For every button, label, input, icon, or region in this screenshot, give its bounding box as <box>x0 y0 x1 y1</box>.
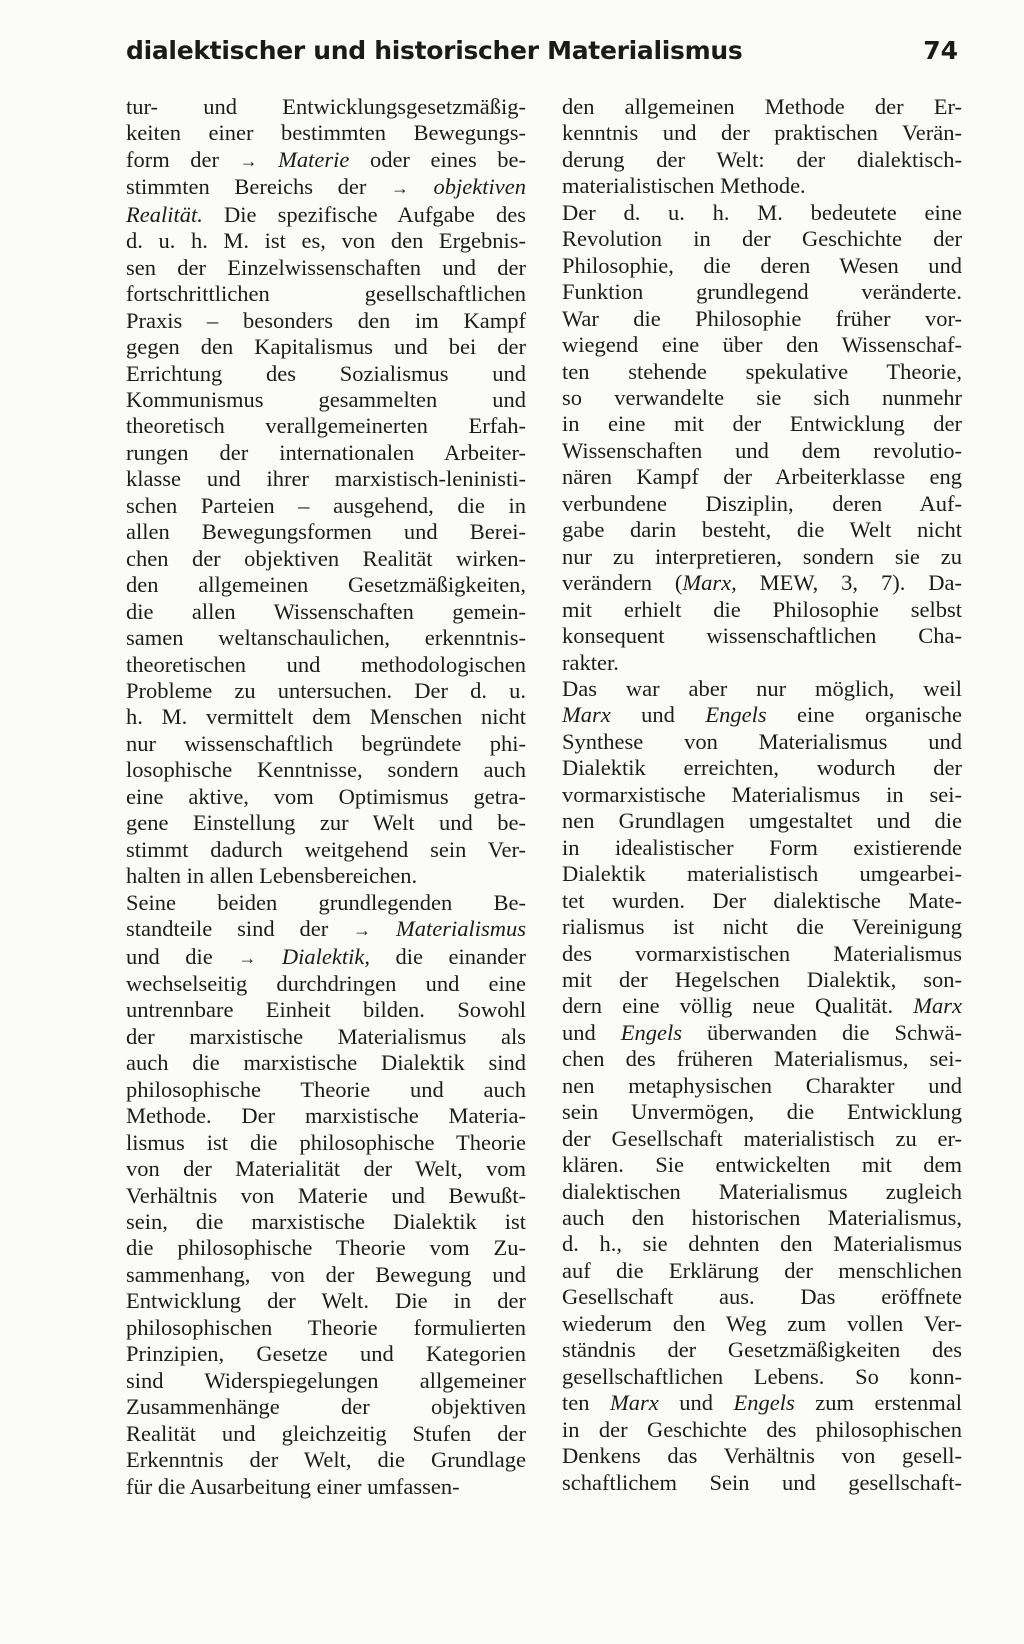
text-segment: Der d. u. h. M. bedeutete eine <box>562 199 962 225</box>
text-line <box>126 202 526 228</box>
text-line <box>126 466 526 492</box>
italic-term: Engels <box>733 1390 795 1416</box>
text-segment: von der Materialität der Welt, vom <box>126 1156 526 1182</box>
text-segment: eine organische <box>766 702 962 728</box>
text-line <box>562 888 962 914</box>
text-line <box>126 1421 526 1447</box>
text-segment: Funktion grundlegend veränderte. <box>562 279 962 305</box>
text-segment <box>371 916 396 941</box>
text-line <box>562 332 962 358</box>
text-line <box>562 200 962 226</box>
text-segment: Dialektik erreichten, wodurch der <box>562 755 962 781</box>
text-segment: nen Grundlagen umgestaltet und die <box>562 808 962 834</box>
text-line <box>126 174 526 201</box>
text-segment: sen der Einzelwissenschaften und der <box>126 254 526 280</box>
text-segment <box>258 147 279 172</box>
italic-term: Engels <box>705 702 767 728</box>
italic-term: Dialektik, <box>281 943 370 969</box>
text-line <box>562 1231 962 1257</box>
text-segment: Gesellschaft aus. Das eröffnete <box>562 1284 962 1310</box>
text-line <box>562 967 962 993</box>
text-segment: so verwandelte sie sich nunmehr <box>562 384 962 410</box>
text-segment: losophische Kenntnisse, sondern auch <box>126 757 526 783</box>
text-line <box>562 835 962 861</box>
text-segment: des vormarxistischen Materialismus <box>562 940 962 966</box>
text-segment: Wissenschaften und dem revolutio- <box>562 437 962 463</box>
text-line <box>562 94 962 120</box>
italic-term: Marx, <box>682 570 737 596</box>
text-segment: eine aktive, vom Optimismus getra- <box>126 783 526 809</box>
text-segment: wiegend eine über den Wissenschaf- <box>562 332 962 358</box>
text-segment: konsequent wissenschaftlichen Cha- <box>562 623 962 649</box>
text-segment: philosophischen Theorie formulierten <box>126 1314 526 1340</box>
text-segment: nur zu interpretieren, sondern sie zu <box>562 543 962 569</box>
text-segment: materialistischen Methode. <box>562 173 806 199</box>
text-line <box>126 1288 526 1314</box>
text-line <box>562 941 962 967</box>
text-segment: rungen der internationalen Arbeiter- <box>126 439 526 465</box>
text-line <box>126 678 526 704</box>
text-line <box>562 1284 962 1310</box>
text-line <box>126 1341 526 1367</box>
text-segment: den allgemeinen Gesetzmäßigkeiten, <box>126 572 526 598</box>
text-segment: nen metaphysischen Charakter und <box>562 1072 962 1098</box>
text-line <box>126 599 526 625</box>
text-line <box>562 597 962 623</box>
text-segment: Praxis – besonders den im Kampf <box>126 307 526 333</box>
text-line <box>126 837 526 863</box>
cross-reference-arrow-icon: → <box>239 150 258 171</box>
text-line <box>126 1474 526 1500</box>
text-segment: die philosophische Theorie vom Zu- <box>126 1235 526 1261</box>
text-segment: chen der objektiven Realität wirken- <box>126 545 526 571</box>
text-line <box>126 228 526 254</box>
text-line <box>126 546 526 572</box>
text-line <box>126 120 526 146</box>
text-segment: theoretisch verallgemeinerten Erfah- <box>126 413 526 439</box>
text-segment: die allen Wissenschaften gemein- <box>126 598 526 624</box>
text-segment: sammenhang, von der Bewegung und <box>126 1261 526 1287</box>
text-segment: den allgemeinen Methode der Er- <box>562 94 962 119</box>
text-segment: Methode. Der marxistische Materia- <box>126 1103 526 1129</box>
text-line <box>126 916 526 943</box>
text-segment: in der Geschichte des philosophischen <box>562 1416 962 1442</box>
text-line <box>126 147 526 174</box>
text-segment: verbundene Disziplin, deren Auf- <box>562 490 962 516</box>
text-segment: wechselseitig durchdringen und eine <box>126 970 526 996</box>
text-line <box>562 464 962 490</box>
text-line <box>562 808 962 834</box>
text-segment: keiten einer bestimmten Bewegungs- <box>126 120 526 146</box>
text-segment: theoretischen und methodologischen <box>126 651 526 677</box>
text-segment: klären. Sie entwickelten mit dem <box>562 1152 962 1178</box>
text-line <box>562 173 962 199</box>
text-segment: ten <box>562 1390 610 1416</box>
italic-term: Materialismus <box>396 916 527 942</box>
text-segment: Philosophie, die deren Wesen und <box>562 252 962 278</box>
text-segment: ten stehende spekulative Theorie, <box>562 358 962 384</box>
text-line <box>562 1364 962 1390</box>
text-segment: Probleme zu untersuchen. Der d. u. <box>126 677 526 703</box>
text-line <box>562 676 962 702</box>
text-line <box>562 1417 962 1443</box>
text-segment: tur- und Entwicklungsgesetzmäßig- <box>126 94 526 119</box>
text-line <box>562 1152 962 1178</box>
text-line <box>126 944 526 971</box>
text-segment: d. h., sie dehnten den Materialismus <box>562 1231 962 1257</box>
left-text-column <box>126 94 526 1500</box>
text-line <box>562 226 962 252</box>
text-segment: dern eine völlig neue Qualität. <box>562 993 914 1019</box>
text-line <box>126 1209 526 1235</box>
text-line <box>126 731 526 757</box>
text-line <box>126 1050 526 1076</box>
text-line <box>562 1258 962 1284</box>
text-line <box>562 438 962 464</box>
text-line <box>562 385 962 411</box>
text-segment: MEW, 3, 7). Da- <box>736 570 962 596</box>
text-segment: Das war aber nur möglich, weil <box>562 675 962 701</box>
text-line <box>562 147 962 173</box>
italic-term: Realität. <box>126 201 203 227</box>
text-line <box>126 784 526 810</box>
running-head: dialektischer und historischer Materialismus <box>126 36 743 65</box>
text-line <box>126 493 526 519</box>
text-segment: Die spezifische Aufgabe des <box>202 201 526 227</box>
text-segment: in eine mit der Entwicklung der <box>562 411 962 437</box>
text-segment: d. u. h. M. ist es, von den Ergebnis- <box>126 228 526 254</box>
text-segment: Realität und gleichzeitig Stufen der <box>126 1420 526 1446</box>
text-segment: der marxistische Materialismus als <box>126 1023 526 1049</box>
text-segment: sein Unvermögen, die Entwicklung <box>562 1099 962 1125</box>
text-line <box>126 890 526 916</box>
text-line <box>562 782 962 808</box>
text-line <box>126 1262 526 1288</box>
text-segment: Revolution in der Geschichte der <box>562 226 962 252</box>
text-segment: gesellschaftlichen Lebens. So konn- <box>562 1363 962 1389</box>
text-line <box>562 491 962 517</box>
text-line <box>562 755 962 781</box>
text-segment: oder eines be- <box>349 146 527 172</box>
italic-term: Marx <box>913 993 962 1019</box>
text-segment: schaftlichem Sein und gesellschaft- <box>562 1469 962 1495</box>
text-segment: vormarxistische Materialismus in sei- <box>562 781 962 807</box>
text-segment: auch die marxistische Dialektik sind <box>126 1050 526 1076</box>
text-line <box>126 997 526 1023</box>
text-segment: nur wissenschaftlich begründete phi- <box>126 730 526 756</box>
text-segment: tet wurden. Der dialektische Mate- <box>562 887 962 913</box>
text-segment: und die <box>126 943 239 969</box>
text-segment: ständnis der Gesetzmäßigkeiten des <box>562 1337 962 1363</box>
text-line <box>562 650 962 676</box>
text-line <box>126 1183 526 1209</box>
text-segment: rakter. <box>562 649 619 675</box>
text-line <box>126 308 526 334</box>
text-segment: mit erhielt die Philosophie selbst <box>562 596 962 622</box>
text-line <box>562 1099 962 1125</box>
cross-reference-arrow-icon: → <box>390 178 409 199</box>
text-line <box>562 359 962 385</box>
text-line <box>562 1337 962 1363</box>
italic-term: Materie <box>278 146 350 172</box>
text-segment: philosophische Theorie und auch <box>126 1076 526 1102</box>
text-segment: der Gesellschaft materialistisch zu er- <box>562 1125 962 1151</box>
text-segment: form der <box>126 146 240 172</box>
cross-reference-arrow-icon: → <box>238 947 257 968</box>
text-line <box>126 1235 526 1261</box>
text-line <box>126 361 526 387</box>
text-line <box>562 1205 962 1231</box>
text-segment: derung der Welt: der dialektisch- <box>562 146 962 172</box>
text-segment: sind Widerspiegelungen allgemeiner <box>126 1367 526 1393</box>
text-segment: fortschrittlichen gesellschaftlichen <box>126 281 526 307</box>
text-segment <box>409 174 434 199</box>
italic-term: objektiven <box>433 174 526 200</box>
text-segment: nären Kampf der Arbeiterklasse eng <box>562 464 962 490</box>
text-line <box>562 517 962 543</box>
text-line <box>562 1179 962 1205</box>
text-line <box>126 1077 526 1103</box>
text-segment: Errichtung des Sozialismus und <box>126 360 526 386</box>
text-line <box>126 810 526 836</box>
text-line <box>562 570 962 596</box>
text-line <box>562 1020 962 1046</box>
text-segment: kenntnis und der praktischen Verän- <box>562 120 962 146</box>
text-segment: schen Parteien – ausgehend, die in <box>126 492 526 518</box>
text-segment: Kommunismus gesammelten und <box>126 386 526 412</box>
text-segment: Verhältnis von Materie und Bewußt- <box>126 1182 526 1208</box>
text-segment: War die Philosophie früher vor- <box>562 305 962 331</box>
text-segment: für die Ausarbeitung einer umfassen- <box>126 1473 460 1499</box>
text-line <box>126 1103 526 1129</box>
text-segment: Erkenntnis der Welt, die Grundlage <box>126 1447 526 1473</box>
text-line <box>126 704 526 730</box>
text-segment: verändern ( <box>562 570 683 596</box>
text-line <box>562 1073 962 1099</box>
text-line <box>562 253 962 279</box>
text-line <box>562 411 962 437</box>
text-line <box>126 1368 526 1394</box>
text-segment: auf die Erklärung der menschlichen <box>562 1257 962 1283</box>
text-segment: gegen den Kapitalismus und bei der <box>126 334 526 360</box>
text-segment: wiederum den Weg zum vollen Ver- <box>562 1310 962 1336</box>
text-segment: und <box>610 702 706 728</box>
text-segment: Zusammenhänge der objektiven <box>126 1394 526 1420</box>
text-line <box>562 306 962 332</box>
text-line <box>126 255 526 281</box>
text-line <box>562 702 962 728</box>
text-line <box>562 623 962 649</box>
text-line <box>562 1390 962 1416</box>
text-segment: Entwicklung der Welt. Die in der <box>126 1288 526 1314</box>
text-line <box>126 652 526 678</box>
text-segment: sein, die marxistische Dialektik ist <box>126 1209 526 1235</box>
text-segment: klasse und ihrer marxistisch-leninisti- <box>126 466 526 492</box>
text-segment: Prinzipien, Gesetze und Kategorien <box>126 1341 526 1367</box>
text-line <box>562 120 962 146</box>
text-segment: lismus ist die philosophische Theorie <box>126 1129 526 1155</box>
text-line <box>562 1443 962 1469</box>
text-segment: Denkens das Verhältnis von gesell- <box>562 1443 962 1469</box>
text-line <box>562 861 962 887</box>
text-line <box>562 729 962 755</box>
text-line <box>126 440 526 466</box>
italic-term: Marx <box>610 1390 659 1416</box>
text-line <box>126 757 526 783</box>
text-segment: samen weltanschaulichen, erkenntnis- <box>126 625 526 651</box>
text-line <box>562 279 962 305</box>
text-segment: allen Bewegungsformen und Berei- <box>126 519 526 545</box>
text-segment <box>256 944 282 969</box>
text-segment: die einander <box>369 943 526 969</box>
italic-term: Engels <box>620 1019 683 1045</box>
text-line <box>126 1156 526 1182</box>
cross-reference-arrow-icon: → <box>353 920 372 941</box>
text-segment: halten in allen Lebensbereichen. <box>126 863 418 889</box>
text-line <box>126 519 526 545</box>
text-line <box>126 387 526 413</box>
italic-term: Marx <box>562 702 611 728</box>
text-segment: und <box>562 1019 621 1045</box>
text-line <box>126 1394 526 1420</box>
text-line <box>126 971 526 997</box>
text-line <box>126 1024 526 1050</box>
text-line <box>126 572 526 598</box>
text-line <box>126 334 526 360</box>
text-segment: in idealistischer Form existierende <box>562 834 962 860</box>
text-segment: Dialektik materialistisch umgearbei- <box>562 861 962 887</box>
text-line <box>126 863 526 889</box>
text-segment: gabe darin besteht, die Welt nicht <box>562 517 962 543</box>
page-number: 74 <box>923 36 958 65</box>
text-segment: dialektischen Materialismus zugleich <box>562 1178 962 1204</box>
text-segment: rialismus ist nicht die Vereinigung <box>562 914 962 940</box>
text-line <box>562 993 962 1019</box>
text-segment: stimmt dadurch weitgehend sein Ver- <box>126 836 526 862</box>
right-text-column <box>562 94 962 1496</box>
text-segment: Seine beiden grundlegenden Be- <box>126 889 526 915</box>
text-segment: Synthese von Materialismus und <box>562 728 962 754</box>
text-segment: standteile sind der <box>126 916 354 942</box>
text-line <box>126 94 526 120</box>
text-line <box>562 1126 962 1152</box>
text-line <box>126 413 526 439</box>
text-segment: mit der Hegelschen Dialektik, son- <box>562 966 962 992</box>
text-segment: untrennbare Einheit bilden. Sowohl <box>126 997 526 1023</box>
text-segment: überwanden die Schwä- <box>682 1019 963 1045</box>
text-line <box>126 281 526 307</box>
text-segment: stimmten Bereichs der <box>126 174 391 200</box>
text-line <box>562 1470 962 1496</box>
text-line <box>126 1447 526 1473</box>
text-line <box>562 1046 962 1072</box>
text-line <box>562 544 962 570</box>
text-segment: auch den historischen Materialismus, <box>562 1205 962 1231</box>
text-segment: und <box>658 1390 734 1416</box>
text-segment: h. M. vermittelt dem Menschen nicht <box>126 704 526 730</box>
text-segment: gene Einstellung zur Welt und be- <box>126 810 526 836</box>
text-line <box>126 1315 526 1341</box>
text-segment: chen des früheren Materialismus, sei- <box>562 1046 962 1072</box>
text-line <box>562 1311 962 1337</box>
text-line <box>126 1130 526 1156</box>
text-line <box>126 625 526 651</box>
text-line <box>562 914 962 940</box>
text-segment: zum erstenmal <box>794 1390 962 1416</box>
